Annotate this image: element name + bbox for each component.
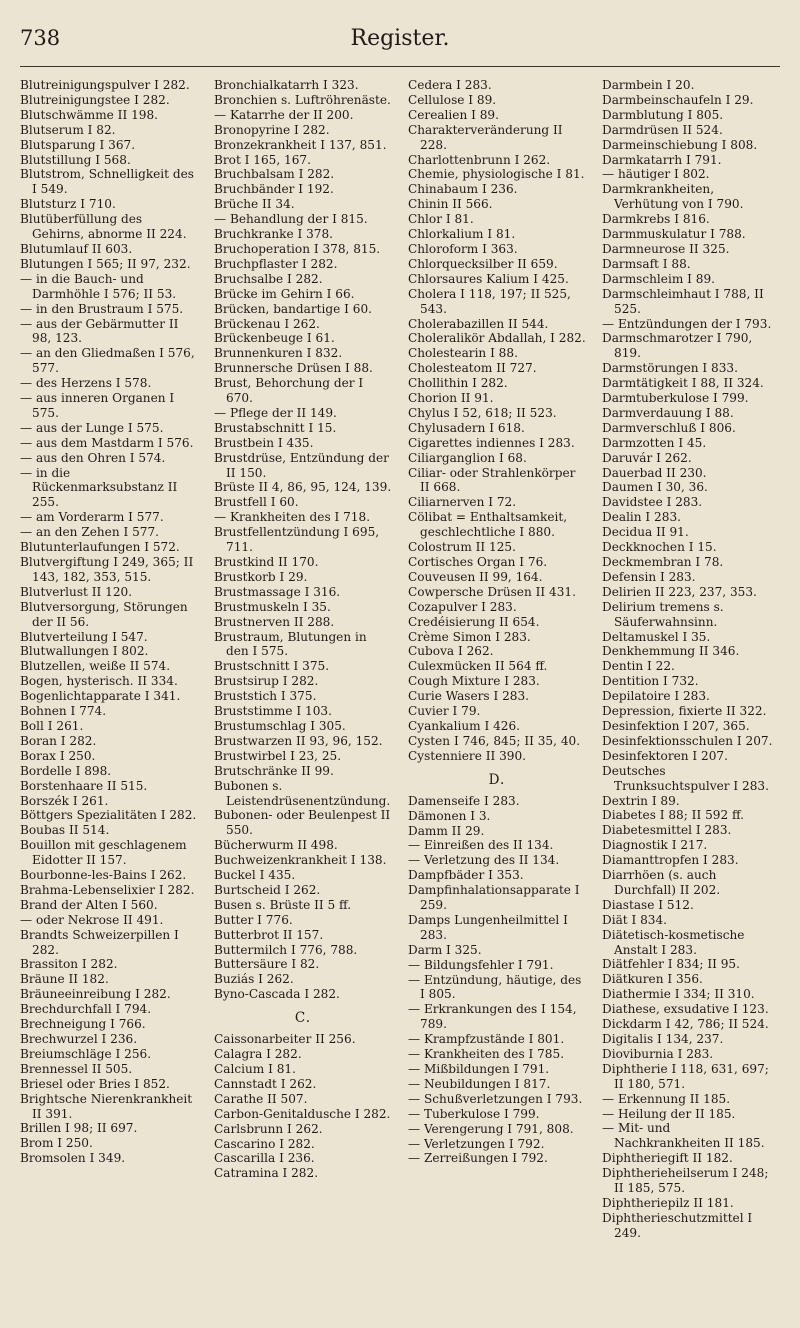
index-entry: Brustfellentzündung I 695, 711. bbox=[214, 525, 380, 555]
index-entry: Diät I 834. bbox=[602, 912, 668, 927]
index-entry: — in die Bauch- und Darmhöhle I 576; II 53. bbox=[20, 271, 177, 301]
index-entry: Bromsolen I 349. bbox=[20, 1151, 126, 1166]
index-entry: Bogen, hysterisch. II 334. bbox=[20, 674, 178, 689]
index-entry: Dentition I 732. bbox=[602, 674, 699, 689]
index-entry: Digitalis I 134, 237. bbox=[602, 1032, 724, 1046]
index-entry: Brücken, bandartige I 60. bbox=[214, 301, 372, 316]
index-entry: Brustmuskeln I 35. bbox=[214, 599, 331, 614]
index-entry: Damps Lungenheilmittel I 283. bbox=[408, 912, 568, 942]
index-entry: Bordelle I 898. bbox=[20, 763, 112, 778]
index-entry: Cholesteatom II 727. bbox=[408, 361, 537, 376]
index-entry: Darmmuskulatur I 788. bbox=[602, 227, 746, 242]
page-number: 738 bbox=[20, 26, 61, 50]
index-entry: Darmbein I 20. bbox=[602, 78, 695, 92]
index-entry: — Neubildungen I 817. bbox=[408, 1076, 551, 1091]
index-entry: Culexmücken II 564 ff. bbox=[408, 659, 548, 674]
index-entry: Bohnen I 774. bbox=[20, 704, 107, 719]
index-entry: — aus der Gebärmutter II 98, 123. bbox=[20, 316, 179, 346]
index-entry: Brechwurzel I 236. bbox=[20, 1032, 138, 1046]
index-entry: Brustwirbel I 23, 25. bbox=[214, 748, 342, 763]
index-entry: Buziás I 262. bbox=[214, 972, 294, 987]
index-entry: — Krankheiten des I 718. bbox=[214, 510, 371, 525]
index-entry: Brechneigung I 766. bbox=[20, 1017, 146, 1032]
index-entry: Blutsparung I 367. bbox=[20, 137, 136, 152]
index-entry: Bogenlichtapparate I 341. bbox=[20, 689, 181, 704]
index-entry: Blutvergiftung I 249, 365; II 143, 182, 353, 515. bbox=[20, 555, 194, 584]
index-entry: Darmkatarrh I 791. bbox=[602, 152, 722, 167]
index-entry: Blutunterlaufungen I 572. bbox=[20, 540, 180, 555]
index-entry: Cellulose I 89. bbox=[408, 92, 497, 107]
index-entry: — an den Zehen I 577. bbox=[20, 525, 160, 540]
index-entry: — am Vorderarm I 577. bbox=[20, 510, 164, 525]
index-entry: Bruchbalsam I 282. bbox=[214, 167, 335, 182]
index-entry: — häutiger I 802. bbox=[602, 167, 710, 182]
index-entry: — Behandlung der I 815. bbox=[214, 212, 368, 227]
index-entry: Depression, fixierte II 322. bbox=[602, 704, 767, 719]
index-entry: Cerealien I 89. bbox=[408, 107, 499, 122]
index-entry: Darmkrankheiten, Verhütung von I 790. bbox=[602, 182, 744, 212]
index-entry: Brückenau I 262. bbox=[214, 316, 320, 331]
index-entry: — Entzündung, häutige, des I 805. bbox=[408, 972, 582, 1002]
index-entry: Chinabaum I 236. bbox=[408, 182, 518, 197]
index-entry: Blutumlauf II 603. bbox=[20, 241, 133, 256]
index-entry: Carlsbrunn I 262. bbox=[214, 1121, 323, 1136]
index-column-1 bbox=[20, 78, 198, 1306]
index-entry: Dämonen I 3. bbox=[408, 808, 491, 823]
index-entry: Dioviburnia I 283. bbox=[602, 1046, 714, 1061]
index-entry: Brand der Alten I 560. bbox=[20, 897, 158, 912]
index-entry: — aus inneren Organen I 575. bbox=[20, 391, 175, 420]
index-entry: Choleralikör Abdallah, I 282. bbox=[408, 331, 586, 346]
index-entry: Buttermilch I 776, 788. bbox=[214, 942, 358, 957]
index-entry: Blutreinigungspulver I 282. bbox=[20, 78, 190, 92]
index-entry: Dampfbäder I 353. bbox=[408, 868, 524, 883]
index-entry: Charakterveränderung II 228. bbox=[408, 122, 563, 152]
index-entry: Brustabschnitt I 15. bbox=[214, 420, 337, 435]
index-entry: Brust, Behorchung der I 670. bbox=[214, 376, 364, 406]
index-entry: Diarrhöen (s. auch Durchfall) II 202. bbox=[602, 868, 721, 897]
index-entry: Darmverdauung I 88. bbox=[602, 405, 734, 420]
index-entry: Brunnersche Drüsen I 88. bbox=[214, 361, 373, 376]
index-entry: Brandts Schweizerpillen I 282. bbox=[20, 927, 179, 957]
index-entry: Carathe II 507. bbox=[214, 1091, 308, 1106]
index-entry: Denkhemmung II 346. bbox=[602, 644, 740, 659]
index-entry: Brückenbeuge I 61. bbox=[214, 331, 335, 346]
index-entry: Bruchpflaster I 282. bbox=[214, 256, 338, 271]
index-entry: Brot I 165, 167. bbox=[214, 152, 311, 167]
index-entry: Bruchsalbe I 282. bbox=[214, 271, 323, 286]
index-entry: Cannstadt I 262. bbox=[214, 1076, 317, 1091]
index-entry: Cowpersche Drüsen II 431. bbox=[408, 584, 576, 599]
index-entry: Darmstörungen I 833. bbox=[602, 361, 738, 376]
index-entry: Diathermie I 334; II 310. bbox=[602, 987, 755, 1002]
index-entry: Darmdrüsen II 524. bbox=[602, 122, 723, 137]
index-entry: Bruststich I 375. bbox=[214, 689, 317, 704]
index-entry: — des Herzens I 578. bbox=[20, 376, 152, 391]
index-entry: Brustnerven II 288. bbox=[214, 614, 335, 629]
index-entry: — Erkennung II 185. bbox=[602, 1091, 731, 1106]
index-entry: Bruchoperation I 378, 815. bbox=[214, 241, 381, 256]
index-entry: Calcium I 81. bbox=[214, 1062, 296, 1076]
index-column-2 bbox=[214, 78, 392, 1306]
index-entry: Brahma-Lebenselixier I 282. bbox=[20, 882, 195, 897]
index-entry: Charlottenbrunn I 262. bbox=[408, 152, 551, 167]
index-entry: Chemie, physiologische I 81. bbox=[408, 167, 585, 182]
index-entry: Boran I 282. bbox=[20, 733, 97, 748]
index-entry: Bräuneeinreibung I 282. bbox=[20, 987, 171, 1002]
index-entry: — Verengerung I 791, 808. bbox=[408, 1121, 574, 1136]
index-entry: Bouillon mit geschlagenem Eidotter II 157. bbox=[20, 838, 187, 868]
index-entry: Blutverteilung I 547. bbox=[20, 629, 148, 644]
page-title: Register. bbox=[350, 26, 450, 51]
index-entry: Brillen I 98; II 697. bbox=[20, 1121, 138, 1136]
index-entry: Blutzellen, weiße II 574. bbox=[20, 659, 171, 674]
index-entry: Brunnenkuren I 832. bbox=[214, 346, 343, 361]
index-entry: Borszék I 261. bbox=[20, 793, 109, 808]
index-entry: Chloroform I 363. bbox=[408, 241, 518, 256]
index-entry: Boubas II 514. bbox=[20, 823, 110, 838]
index-entry: Daruvár I 262. bbox=[602, 450, 692, 465]
index-entry: Diphtherieschutzmittel I 249. bbox=[602, 1210, 753, 1240]
index-entry: — in die Rückenmarksubstanz II 255. bbox=[20, 465, 178, 510]
index-entry: Brutschränke II 99. bbox=[214, 763, 334, 778]
index-entry: Diphtheriegift II 182. bbox=[602, 1151, 733, 1166]
index-entry: — Verletzungen I 792. bbox=[408, 1136, 545, 1151]
index-entry: Borstenhaare II 515. bbox=[20, 778, 148, 793]
section-heading: C. bbox=[294, 1010, 312, 1027]
index-entry: — Heilung der II 185. bbox=[602, 1106, 736, 1121]
index-entry: Brücke im Gehirn I 66. bbox=[214, 286, 355, 301]
index-entry: Darmtätigkeit I 88, II 324. bbox=[602, 376, 764, 391]
index-entry: Brennessel II 505. bbox=[20, 1061, 133, 1076]
index-entry: Blutüberfüllung des Gehirns, abnorme II 224. bbox=[20, 212, 187, 242]
index-entry: Bronzekrankheit I 137, 851. bbox=[214, 137, 387, 152]
index-entry: Deutsches Trunksuchtspulver I 283. bbox=[602, 763, 769, 793]
index-entry: Delirien II 223, 237, 353. bbox=[602, 584, 757, 599]
index-entry: Ciliar- oder Strahlenkörper II 668. bbox=[408, 465, 576, 495]
index-entry: Blutwallungen I 802. bbox=[20, 644, 149, 659]
index-entry: — Erkrankungen des I 154, 789. bbox=[408, 1002, 577, 1032]
index-entry: Blutreinigungstee I 282. bbox=[20, 92, 170, 107]
index-column-4 bbox=[602, 78, 780, 1306]
index-entry: Cholera I 118, 197; II 525, 543. bbox=[408, 286, 571, 316]
index-entry: Brustraum, Blutungen in den I 575. bbox=[214, 629, 367, 659]
index-entry: Bruchkranke I 378. bbox=[214, 227, 334, 242]
index-entry: Chylusadern I 618. bbox=[408, 420, 525, 435]
index-entry: Diphtherie I 118, 631, 697; II 180, 571. bbox=[602, 1061, 769, 1091]
index-entry: Chorion II 91. bbox=[408, 391, 494, 406]
index-entry: — oder Nekrose II 491. bbox=[20, 912, 164, 927]
index-entry: Blutsturz I 710. bbox=[20, 197, 116, 212]
index-entry: Diätkuren I 356. bbox=[602, 972, 703, 987]
index-entry: Decidua II 91. bbox=[602, 525, 689, 540]
index-entry: Brustumschlag I 305. bbox=[214, 718, 346, 733]
index-entry: Buchweizenkrankheit I 138. bbox=[214, 853, 387, 868]
index-entry: Dextrin I 89. bbox=[602, 793, 680, 808]
index-entry: Dickdarm I 42, 786; II 524. bbox=[602, 1017, 769, 1032]
index-entry: — Mit- und Nachkrankheiten II 185. bbox=[602, 1121, 765, 1151]
index-entry: Darmkrebs I 816. bbox=[602, 212, 710, 227]
index-entry: Darmsaft I 88. bbox=[602, 256, 691, 271]
index-entry: Busen s. Brüste II 5 ff. bbox=[214, 897, 352, 912]
index-entry: Blutversorgung, Störungen der II 56. bbox=[20, 599, 188, 629]
index-entry: Brustwarzen II 93, 96, 152. bbox=[214, 733, 383, 748]
index-entry: — aus der Lunge I 575. bbox=[20, 420, 164, 435]
index-entry: Cubova I 262. bbox=[408, 644, 494, 659]
index-entry: Darmneurose II 325. bbox=[602, 241, 730, 256]
index-entry: Boll I 261. bbox=[20, 718, 84, 733]
index-entry: Brustmassage I 316. bbox=[214, 584, 341, 599]
index-entry: Brüche II 34. bbox=[214, 197, 295, 212]
index-entry: Couveusen II 99, 164. bbox=[408, 569, 543, 584]
index-entry: Brustkind II 170. bbox=[214, 555, 319, 569]
index-entry: Cysten I 746, 845; II 35, 40. bbox=[408, 733, 581, 748]
index-entry: Chlorsaures Kalium I 425. bbox=[408, 271, 569, 286]
index-entry: Chinin II 566. bbox=[408, 197, 493, 212]
index-entry: Buttersäure I 82. bbox=[214, 957, 320, 972]
index-entry: — aus den Ohren I 574. bbox=[20, 450, 166, 465]
index-entry: Bronchialkatarrh I 323. bbox=[214, 78, 359, 92]
index-entry: Delirium tremens s. Säuferwahnsinn. bbox=[602, 599, 724, 629]
index-entry: — Zerreißungen I 792. bbox=[408, 1151, 548, 1166]
index-entry: Darmeinschiebung I 808. bbox=[602, 137, 758, 152]
index-entry: Borax I 250. bbox=[20, 748, 96, 763]
index-entry: Curie Wasers I 283. bbox=[408, 689, 530, 704]
index-entry: Cigarettes indiennes I 283. bbox=[408, 435, 575, 450]
index-entry: — aus dem Mastdarm I 576. bbox=[20, 435, 194, 450]
index-entry: Cholestearin I 88. bbox=[408, 346, 518, 361]
index-entry: Briesel oder Bries I 852. bbox=[20, 1076, 170, 1091]
index-entry: Brustschnitt I 375. bbox=[214, 659, 330, 674]
index-entry: Desinfektoren I 207. bbox=[602, 748, 728, 763]
index-entry: Bubonen s. Leistendrüsenentzündung. bbox=[214, 778, 391, 808]
index-entry: Ciliarganglion I 68. bbox=[408, 450, 527, 465]
index-entry: Blutstillung I 568. bbox=[20, 152, 131, 167]
index-entry: Dealin I 283. bbox=[602, 510, 681, 525]
index-entry: — Krankheiten des I 785. bbox=[408, 1047, 565, 1062]
index-entry: Catramina I 282. bbox=[214, 1166, 319, 1181]
index-entry: Crème Simon I 283. bbox=[408, 629, 531, 644]
index-entry: Chlorquecksilber II 659. bbox=[408, 256, 558, 271]
index-entry: Bronopyrine I 282. bbox=[214, 122, 330, 137]
index-entry: Deckmembran I 78. bbox=[602, 555, 724, 569]
index-entry: Böttgers Spezialitäten I 282. bbox=[20, 808, 197, 823]
index-entry: — Mißbildungen I 791. bbox=[408, 1062, 550, 1076]
index-entry: Brassiton I 282. bbox=[20, 957, 118, 972]
index-entry: Diagnostik I 217. bbox=[602, 838, 708, 853]
index-entry: — Entzündungen der I 793. bbox=[602, 316, 772, 331]
index-entry: Brustsirup I 282. bbox=[214, 674, 319, 689]
index-entry: — Schußverletzungen I 793. bbox=[408, 1091, 583, 1106]
index-entry: Darmbeinschaufeln I 29. bbox=[602, 92, 754, 107]
index-entry: Bourbonne-les-Bains I 262. bbox=[20, 868, 187, 883]
index-entry: Desinfektionsschulen I 207. bbox=[602, 733, 773, 748]
index-entry: Dentin I 22. bbox=[602, 659, 675, 674]
index-entry: Chlorkalium I 81. bbox=[408, 227, 516, 242]
index-entry: Credéisierung II 654. bbox=[408, 614, 540, 629]
index-entry: Damm II 29. bbox=[408, 823, 485, 838]
index-entry: Dampfinhalationsapparate I 259. bbox=[408, 883, 580, 913]
index-entry: — Bildungsfehler I 791. bbox=[408, 957, 554, 972]
index-entry: Bronchien s. Luftröhrenäste. bbox=[214, 92, 391, 107]
index-entry: — Einreißen des II 134. bbox=[408, 838, 554, 853]
index-entry: Darmblutung I 805. bbox=[602, 107, 724, 122]
index-entry: Brustdrüse, Entzündung der II 150. bbox=[214, 450, 389, 480]
index-entry: Brechdurchfall I 794. bbox=[20, 1002, 152, 1017]
index-entry: Cough Mixture I 283. bbox=[408, 674, 540, 689]
index-entry: Chollithin I 282. bbox=[408, 376, 508, 391]
index-entry: Cölibat = Enthaltsamkeit, geschlechtliche I 880. bbox=[408, 510, 568, 540]
index-columns bbox=[20, 78, 780, 1306]
index-entry: Bräune II 182. bbox=[20, 972, 109, 987]
index-entry: Diabetes I 88; II 592 ff. bbox=[602, 808, 745, 823]
index-entry: — in den Brustraum I 575. bbox=[20, 301, 184, 316]
index-entry: Carbon-Genitaldusche I 282. bbox=[214, 1106, 391, 1121]
index-entry: Darmtuberkulose I 799. bbox=[602, 391, 749, 406]
index-entry: Darmschleimhaut I 788, II 525. bbox=[602, 286, 764, 316]
index-entry: Brüste II 4, 86, 95, 124, 139. bbox=[214, 480, 392, 495]
index-entry: Diphtherieheilserum I 248; II 185, 575. bbox=[602, 1166, 769, 1196]
index-entry: — Pflege der II 149. bbox=[214, 405, 337, 420]
index-entry: Cyankalium I 426. bbox=[408, 718, 521, 733]
index-entry: Cozapulver I 283. bbox=[408, 599, 517, 614]
index-entry: Chlor I 81. bbox=[408, 212, 474, 227]
index-entry: Brightsche Nierenkrankheit II 391. bbox=[20, 1091, 193, 1121]
index-entry: Cuvier I 79. bbox=[408, 704, 481, 719]
index-entry: Cystenniere II 390. bbox=[408, 748, 527, 763]
index-entry: Buckel I 435. bbox=[214, 868, 296, 883]
index-entry: Cedera I 283. bbox=[408, 78, 492, 92]
index-entry: Brom I 250. bbox=[20, 1136, 93, 1151]
index-entry: Brustfell I 60. bbox=[214, 495, 299, 510]
index-entry: — Tuberkulose I 799. bbox=[408, 1106, 540, 1121]
index-entry: Diätetisch-kosmetische Anstalt I 283. bbox=[602, 927, 745, 957]
index-entry: Depilatoire I 283. bbox=[602, 689, 710, 704]
index-entry: Cholerabazillen II 544. bbox=[408, 316, 549, 331]
index-entry: Diabetesmittel I 283. bbox=[602, 823, 732, 838]
index-entry: Darmschleim I 89. bbox=[602, 271, 715, 286]
index-entry: — Katarrhe der II 200. bbox=[214, 107, 354, 122]
index-entry: Cascarino I 282. bbox=[214, 1136, 315, 1151]
index-entry: Diphtheriepilz II 181. bbox=[602, 1195, 734, 1210]
index-entry: Blutungen I 565; II 97, 232. bbox=[20, 256, 191, 271]
index-entry: — Krampfzustände I 801. bbox=[408, 1032, 565, 1047]
index-entry: Burtscheid I 262. bbox=[214, 882, 321, 897]
index-entry: Caissonarbeiter II 256. bbox=[214, 1032, 356, 1047]
index-entry: Diamanttropfen I 283. bbox=[602, 853, 739, 868]
index-entry: Deckknochen I 15. bbox=[602, 540, 717, 555]
index-entry: Bruststimme I 103. bbox=[214, 704, 332, 719]
index-entry: Davidstee I 283. bbox=[602, 495, 703, 510]
index-entry: Desinfektion I 207, 365. bbox=[602, 718, 750, 733]
index-entry: Calagra I 282. bbox=[214, 1047, 302, 1062]
index-entry: Bubonen- oder Beulenpest II 550. bbox=[214, 808, 391, 838]
index-entry: Blutstrom, Schnelligkeit des I 549. bbox=[20, 167, 194, 197]
index-entry: Diätfehler I 834; II 95. bbox=[602, 957, 740, 972]
index-entry: Breiumschläge I 256. bbox=[20, 1046, 152, 1061]
index-entry: Blutserum I 82. bbox=[20, 122, 116, 137]
index-entry: Ciliarnerven I 72. bbox=[408, 495, 517, 510]
index-entry: — Verletzung des II 134. bbox=[408, 853, 560, 868]
index-entry: Blutverlust II 120. bbox=[20, 584, 133, 599]
index-entry: Diathese, exsudative I 123. bbox=[602, 1002, 769, 1017]
section-heading: D. bbox=[488, 771, 506, 788]
index-entry: Damenseife I 283. bbox=[408, 793, 520, 808]
index-entry: Butterbrot II 157. bbox=[214, 927, 324, 942]
index-entry: Butter I 776. bbox=[214, 912, 293, 927]
index-entry: Darmverschluß I 806. bbox=[602, 420, 736, 435]
index-entry: Deltamuskel I 35. bbox=[602, 629, 711, 644]
index-entry: Brustkorb I 29. bbox=[214, 569, 308, 584]
index-entry: — an den Gliedmaßen I 576, 577. bbox=[20, 346, 195, 376]
page bbox=[20, 20, 780, 1310]
index-entry: Diastase I 512. bbox=[602, 897, 694, 912]
index-entry: Blutschwämme II 198. bbox=[20, 107, 158, 122]
index-entry: Darmschmarotzer I 790, 819. bbox=[602, 331, 753, 361]
index-entry: Cascarilla I 236. bbox=[214, 1151, 315, 1166]
index-entry: Brustbein I 435. bbox=[214, 435, 314, 450]
index-entry: Dauerbad II 230. bbox=[602, 465, 707, 480]
index-column-3 bbox=[408, 78, 586, 1306]
index-entry: Bruchbänder I 192. bbox=[214, 182, 334, 197]
index-entry: Cortisches Organ I 76. bbox=[408, 555, 548, 569]
index-entry: Darmzotten I 45. bbox=[602, 435, 707, 450]
index-entry: Colostrum II 125. bbox=[408, 540, 516, 555]
index-entry: Chylus I 52, 618; II 523. bbox=[408, 405, 557, 420]
index-entry: Darm I 325. bbox=[408, 942, 482, 957]
page-header bbox=[20, 20, 780, 67]
index-entry: Byno-Cascada I 282. bbox=[214, 987, 340, 1002]
index-entry: Defensin I 283. bbox=[602, 569, 696, 584]
index-entry: Daumen I 30, 36. bbox=[602, 480, 708, 495]
index-entry: Bücherwurm II 498. bbox=[214, 838, 338, 853]
